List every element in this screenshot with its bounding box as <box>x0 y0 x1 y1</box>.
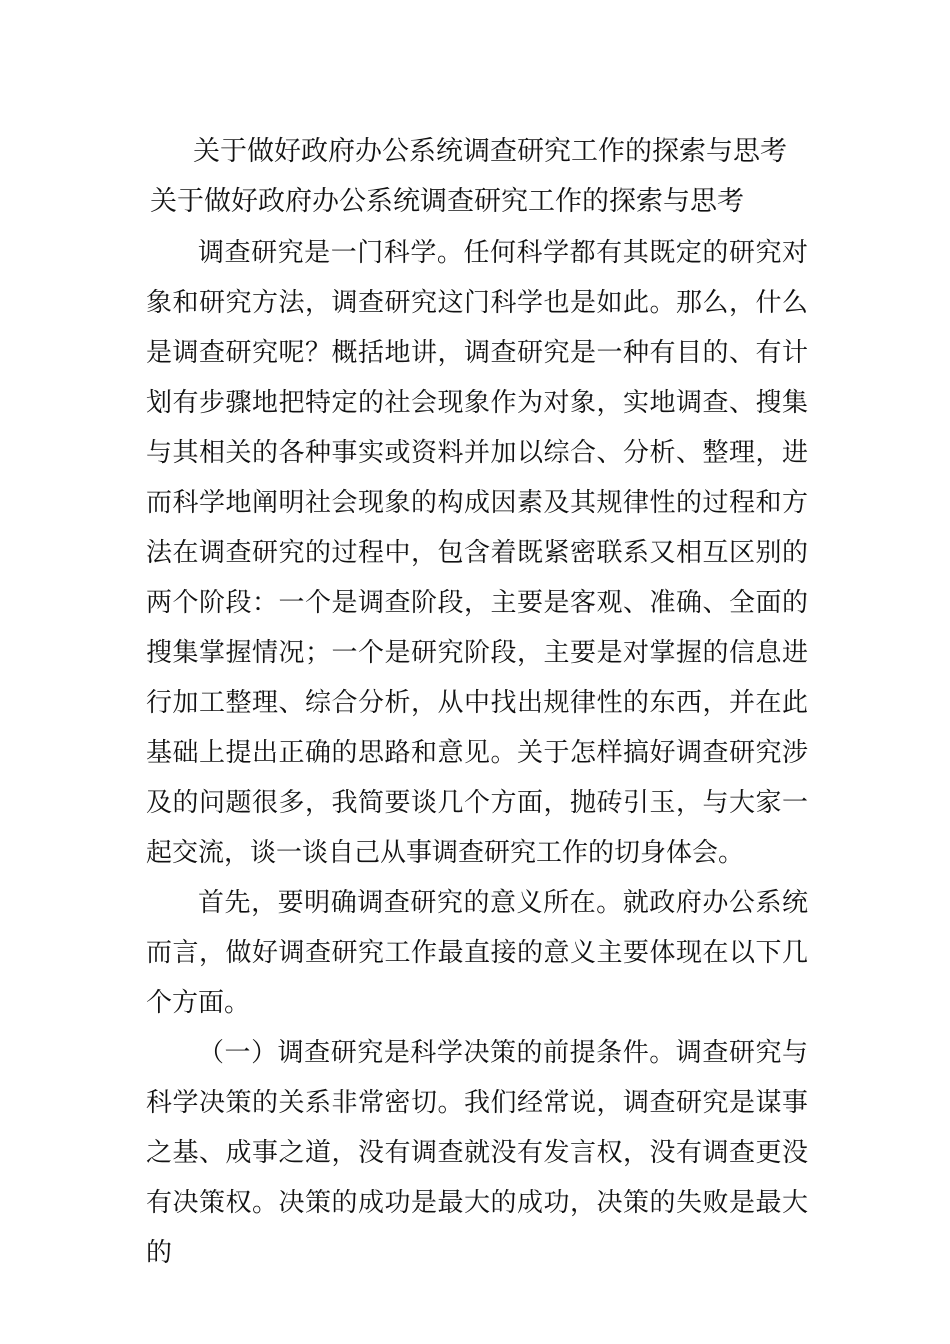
document-body <box>146 228 808 1278</box>
paragraph-intro: 调查研究是一门科学。任何科学都有其既定的研究对象和研究方法，调查研究这门科学也是如此。那么，什么是调查研究呢？概括地讲，调查研究是一种有目的、有计划有步骤地把特定的社会现象作为对象，实地调查、搜集与其相关的各种事实或资料并加以综合、分析、整理，进而科学地阐明社会现象的构成因素及其规律性的过程和方法在调查研究的过程中，包含着既紧密联系又相互区别的两个阶段：一个是调查阶段，主要是客观、准确、全面的搜集掌握情况；一个是研究阶段，主要是对掌握的信息进行加工整理、综合分析，从中找出规律性的东西，并在此基础上提出正确的思路和意见。关于怎样搞好调查研究涉及的问题很多，我简要谈几个方面，抛砖引玉，与大家一起交流，谈一谈自己从事调查研究工作的切身体会。 <box>146 238 808 868</box>
paragraph-section-one: （一）调查研究是科学决策的前提条件。调查研究与科学决策的关系非常密切。我们经常说，调查研究是谋事之基、成事之道，没有调查就没有发言权，没有调查更没有决策权。决策的成功是最大的成功，决策的失败是最大的 <box>146 1038 808 1268</box>
paragraph-significance: 首先，要明确调查研究的意义所在。就政府办公系统而言，做好调查研究工作最直接的意义主要体现在以下几个方面。 <box>146 888 808 1018</box>
document-title: 关于做好政府办公系统调查研究工作的探索与思考 <box>193 136 787 167</box>
document-subtitle: 关于做好政府办公系统调查研究工作的探索与思考 <box>150 186 744 217</box>
